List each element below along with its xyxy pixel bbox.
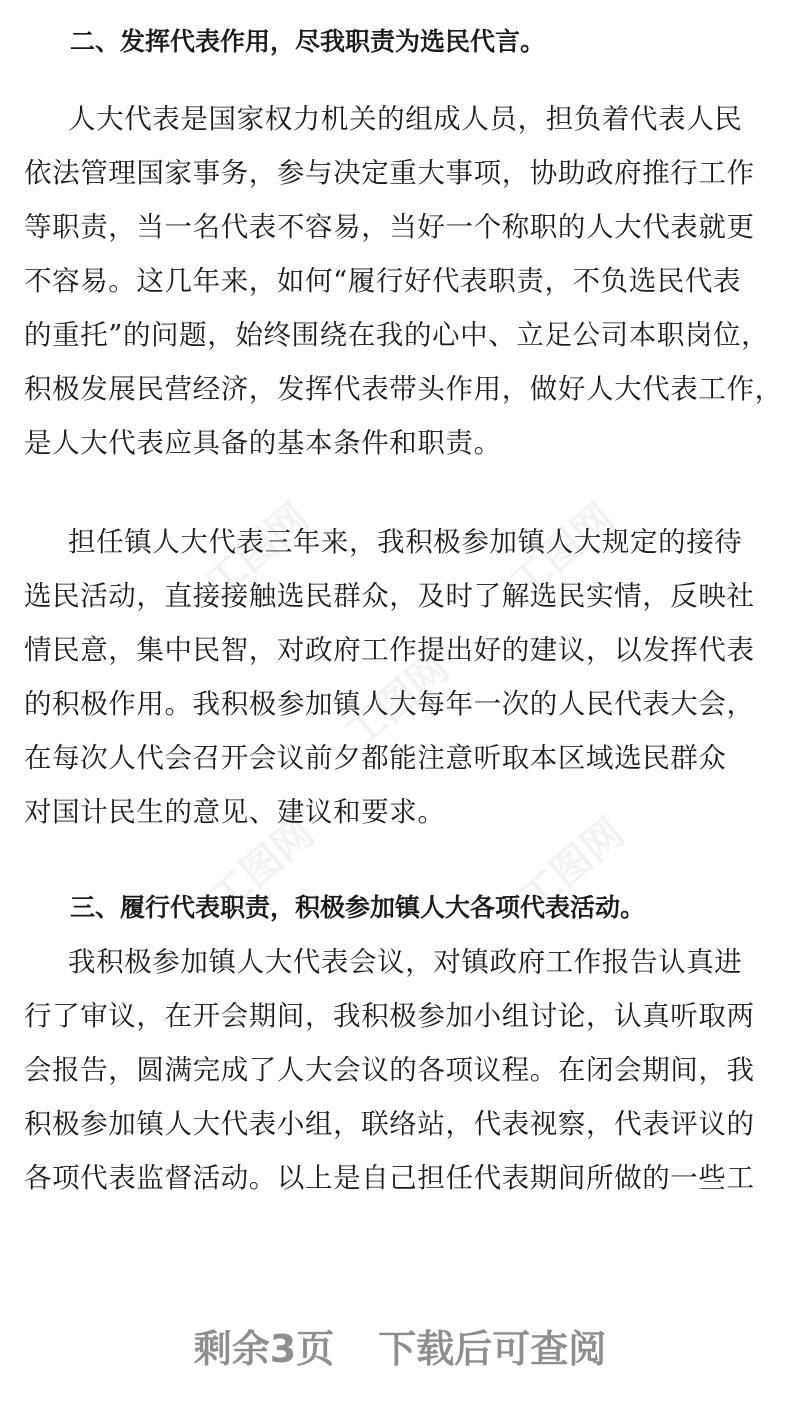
paragraph-line: 人大代表是国家权力机关的组成人员，担负着代表人民: [68, 103, 743, 135]
watermark: 工图网: [196, 494, 318, 608]
paragraph-line: 的重托”的问题，始终围绕在我的心中、立足公司本职岗位，: [24, 319, 770, 351]
paragraph-line: 行了审议，在开会期间，我积极参加小组讨论，认真听取两: [24, 1000, 755, 1032]
paragraph-line: 对国计民生的意见、建议和要求。: [24, 796, 446, 828]
paragraph-line: 等职责，当一名代表不容易，当好一个称职的人大代表就更: [24, 211, 755, 243]
watermark: 工图网: [201, 809, 323, 923]
paragraph-line: 担任镇人大代表三年来，我积极参加镇人大规定的接待: [68, 526, 743, 558]
paragraph-line: 不容易。这几年来，如何“履行好代表职责，不负选民代表: [24, 265, 742, 297]
paragraph-line: 情民意，集中民智，对政府工作提出好的建议，以发挥代表: [24, 634, 755, 666]
paragraph-line: 会报告，圆满完成了人大会议的各项议程。在闭会期间，我: [24, 1054, 755, 1086]
paragraph-line: 积极参加镇人大代表小组，联络站，代表视察，代表评议的: [24, 1108, 755, 1140]
paragraph-line: 的积极作用。我积极参加镇人大每年一次的人民代表大会，: [24, 688, 755, 720]
paragraph-line: 在每次人代会召开会议前夕都能注意听取本区域选民群众: [24, 742, 727, 774]
section-heading: 二、发挥代表作用，尽我职责为选民代言。: [70, 27, 546, 56]
paragraph-line: 依法管理国家事务，参与决定重大事项，协助政府推行工作: [24, 157, 755, 189]
watermark: 工图网: [336, 644, 458, 758]
download-prompt[interactable]: [0, 1326, 800, 1372]
watermark: 工图网: [501, 494, 623, 608]
paragraph-line: 选民活动，直接接触选民群众，及时了解选民实情，反映社: [24, 580, 755, 612]
paragraph-line: 我积极参加镇人大代表会议，对镇政府工作报告认真进: [68, 946, 743, 978]
paragraph-line: 是人大代表应具备的基本条件和职责。: [24, 427, 502, 459]
section-heading: 三、履行代表职责，积极参加镇人大各项代表活动。: [70, 893, 646, 922]
remaining-pages-text: 剩余3页: [193, 1327, 335, 1371]
watermark: 工图网: [511, 809, 633, 923]
paragraph-line: 积极发展民营经济，发挥代表带头作用，做好人大代表工作，: [24, 373, 783, 405]
download-to-view-link[interactable]: 下载后可查阅: [378, 1327, 607, 1371]
paragraph-line: 各项代表监督活动。以上是自己担任代表期间所做的一些工: [24, 1162, 755, 1194]
